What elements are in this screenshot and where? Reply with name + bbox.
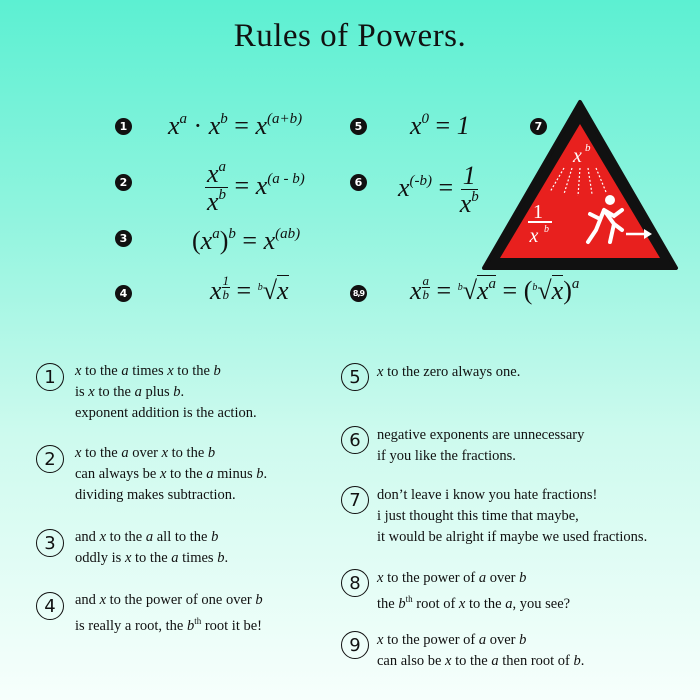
note-number-8: 8 xyxy=(341,569,369,597)
note-number-3: 3 xyxy=(36,529,64,557)
warning-top-exp: b xyxy=(585,142,591,154)
warning-sign xyxy=(480,96,680,276)
formula-number-4: 4 xyxy=(115,285,132,302)
note-9: x to the power of a over b can also be x to the a then root of b. xyxy=(377,632,585,669)
note-1: x to the a times x to the b is x to the a plus b. exponent addition is the action. xyxy=(75,363,257,421)
note-number-6: 6 xyxy=(341,426,369,454)
formula-1: $x^a \cdot x^b = x^{(a+b)}$ xyxy=(168,111,303,140)
formula-number-5: 5 xyxy=(350,118,367,135)
note-number-4: 4 xyxy=(36,592,64,620)
note-number-2: 2 xyxy=(36,445,64,473)
formula-number-3: 3 xyxy=(115,230,132,247)
note-number-1: 1 xyxy=(36,363,64,391)
warning-frac-den-x: x xyxy=(529,225,539,247)
formula-6: $x^{(-b)}$ = $\frac{1}{x^b}$ xyxy=(398,161,479,219)
warning-frac-num: 1 xyxy=(533,201,543,223)
warning-frac-den-exp: b xyxy=(544,224,549,235)
formula-2: $\frac{x^a}{x^b}$ = $x^{(a - b)}$ xyxy=(207,159,305,217)
note-6: negative exponents are unnecessary if you like the fractions. xyxy=(377,427,585,464)
formula-4: x $\frac{1}{b}$ = $^b$√x xyxy=(210,273,289,305)
note-number-9: 9 xyxy=(341,631,369,659)
formula-number-7: 7 xyxy=(530,118,547,135)
note-8: x to the power of a over b the $b^{th}$ root of x to the a, you see? xyxy=(377,570,571,612)
page-title: Rules of Powers. xyxy=(233,18,467,54)
note-3: and x to the a all to the b oddly is x to the a times b. xyxy=(75,529,229,566)
note-5: x to the zero always one. xyxy=(377,364,521,380)
formula-number-6: 6 xyxy=(350,174,367,191)
formula-89: x $\frac{a}{b}$ = $^b√x^a = (^b√x)^a$ xyxy=(410,273,580,305)
note-7: don’t leave i know you hate fractions! i just thought this time that maybe, it would be alright if maybe we used fractions. xyxy=(377,487,648,545)
note-number-7: 7 xyxy=(341,486,369,514)
formula-number-2: 2 xyxy=(115,174,132,191)
formula-3: $(x^a)^b = x^{(ab)}$ xyxy=(192,226,301,255)
formula-5: $x^0 = 1$ xyxy=(410,111,470,140)
formula-number-1: 1 xyxy=(115,118,132,135)
warning-top-x: x xyxy=(573,145,582,167)
note-number-5: 5 xyxy=(341,363,369,391)
note-2: x to the a over x to the b can always be x to the a minus b. dividing makes subtraction. xyxy=(75,445,268,503)
note-4: and x to the power of one over b is really a root, the $b^{th}$ root it be! xyxy=(75,592,263,634)
formula-number-89: 8,9 xyxy=(350,285,367,302)
